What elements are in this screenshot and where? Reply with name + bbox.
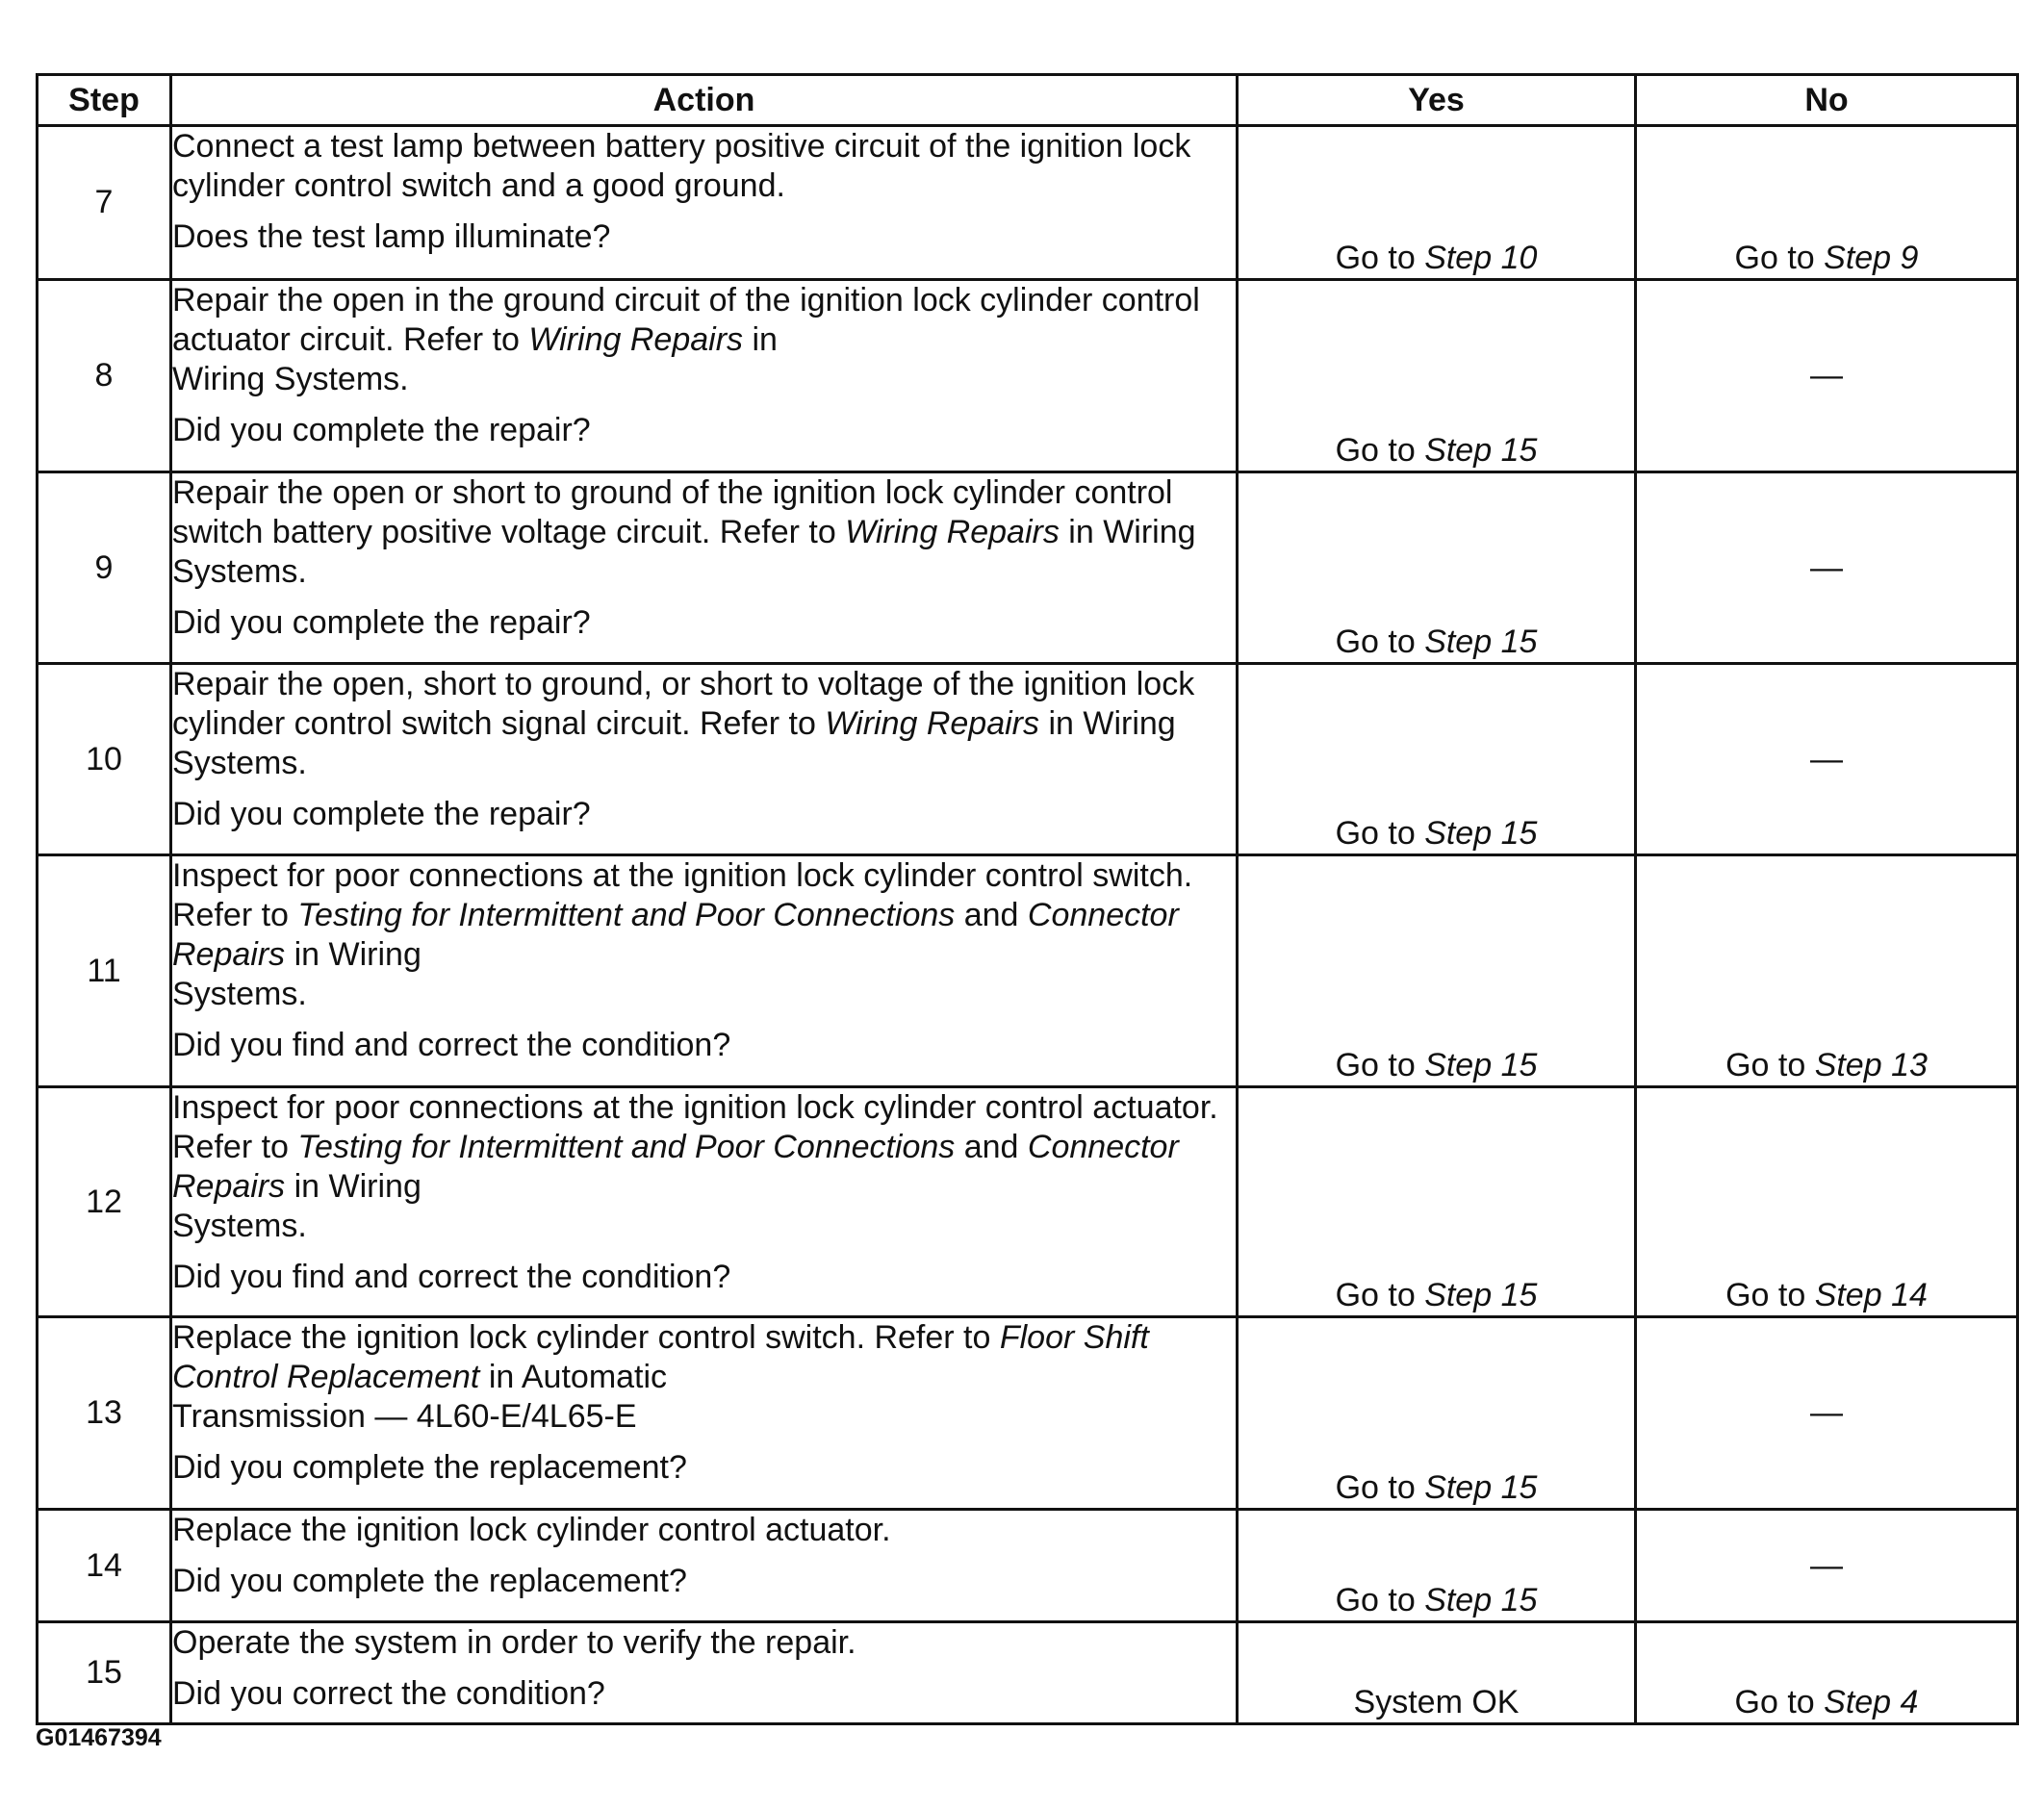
action-text-segment: Replace the ignition lock cylinder control switch. Refer to [172, 1319, 1000, 1356]
goto-prefix: Go to [1335, 1277, 1425, 1313]
action-cell [171, 126, 1238, 280]
action-text-segment: Replace the ignition lock cylinder control actuator. [172, 1512, 891, 1548]
no-result [1636, 280, 2018, 472]
no-result [1636, 664, 2018, 855]
action-cell [171, 280, 1238, 472]
yes-result [1238, 472, 1636, 664]
table-row [38, 855, 2018, 1087]
action-instruction [172, 473, 1236, 592]
action-instruction [172, 1623, 1236, 1663]
table-row [38, 664, 2018, 855]
action-question: Did you complete the repair? [172, 412, 591, 448]
action-text-segment: and [955, 1129, 1028, 1165]
goto-prefix: Go to [1335, 815, 1425, 852]
document-reference: Testing for Intermittent and Poor Connections [297, 1129, 956, 1165]
table-row [38, 1317, 2018, 1510]
step-reference: Step 9 [1824, 240, 1919, 276]
step-reference: Step 15 [1424, 432, 1538, 469]
no-result [1636, 855, 2018, 1087]
diagnostic-table [36, 73, 2019, 1725]
step-reference: Step 15 [1424, 815, 1538, 852]
header-step: Step [38, 75, 171, 126]
document-reference: Testing for Intermittent and Poor Connections [297, 897, 956, 933]
action-instruction [172, 665, 1236, 783]
action-instruction [172, 281, 1236, 399]
table-row [38, 1510, 2018, 1622]
not-applicable-dash: — [1810, 1394, 1843, 1431]
table-body [38, 126, 2018, 1724]
yes-result [1238, 126, 1636, 280]
action-cell [171, 1622, 1238, 1724]
no-result [1636, 126, 2018, 280]
step-number: 9 [38, 472, 171, 664]
action-text-segment: Connect a test lamp between battery positive circuit of the ignition lock cylinder control switch and a good ground. [172, 128, 1191, 204]
table-row [38, 1087, 2018, 1317]
action-instruction [172, 1088, 1236, 1246]
not-applicable-dash: — [1810, 357, 1843, 394]
action-cell [171, 472, 1238, 664]
action-question: Did you find and correct the condition? [172, 1027, 731, 1063]
header-action: Action [171, 75, 1238, 126]
yes-result [1238, 1087, 1636, 1317]
no-result [1636, 1622, 2018, 1724]
table-row [38, 472, 2018, 664]
goto-prefix: Go to [1335, 1047, 1425, 1083]
yes-result [1238, 664, 1636, 855]
step-number: 11 [38, 855, 171, 1087]
document-reference: Floor Shift Control Replacement [172, 1319, 1149, 1395]
action-text-segment: in Automatic Transmission — 4L60-E/4L65-E [172, 1359, 668, 1435]
action-cell [171, 1087, 1238, 1317]
table-row [38, 126, 2018, 280]
document-reference: Wiring Repairs [845, 514, 1060, 550]
header-yes: Yes [1238, 75, 1636, 126]
header-row [38, 75, 2018, 126]
step-reference: Step 14 [1814, 1277, 1928, 1313]
action-text-segment: and [955, 897, 1028, 933]
document-reference: Wiring Repairs [825, 705, 1040, 742]
action-text-segment: in Wiring Systems. [172, 705, 1176, 781]
no-result [1636, 472, 2018, 664]
step-reference: Step 10 [1424, 240, 1538, 276]
action-text-segment: Repair the open, short to ground, or short to voltage of the ignition lock cylinder control switch signal circuit. Refer to [172, 666, 1195, 742]
step-number: 10 [38, 664, 171, 855]
action-cell [171, 664, 1238, 855]
action-question: Does the test lamp illuminate? [172, 218, 611, 255]
not-applicable-dash: — [1810, 548, 1843, 586]
step-reference: Step 15 [1424, 1582, 1538, 1618]
action-instruction [172, 1511, 1236, 1550]
step-number: 14 [38, 1510, 171, 1622]
action-text-segment: Operate the system in order to verify the repair. [172, 1624, 856, 1661]
no-result [1636, 1087, 2018, 1317]
action-text-segment: in Wiring Systems. [172, 936, 422, 1012]
header-no: No [1636, 75, 2018, 126]
action-question: Did you complete the replacement? [172, 1563, 687, 1599]
goto-prefix: Go to [1335, 432, 1425, 469]
goto-prefix: Go to [1335, 1582, 1425, 1618]
yes-result [1238, 855, 1636, 1087]
document-reference: Wiring Repairs [528, 321, 744, 358]
not-applicable-dash: — [1810, 1546, 1843, 1584]
action-text-segment: Repair the open in the ground circuit of the ignition lock cylinder control actuator circuit. Refer to [172, 282, 1200, 358]
goto-prefix: Go to [1734, 240, 1825, 276]
step-reference: Step 15 [1424, 1277, 1538, 1313]
step-number: 8 [38, 280, 171, 472]
action-text-segment: in Wiring Systems. [172, 321, 778, 397]
action-cell [171, 1510, 1238, 1622]
result-text: System OK [1353, 1684, 1520, 1720]
goto-prefix: Go to [1335, 240, 1425, 276]
action-text-segment: in Wiring Systems. [172, 1168, 422, 1244]
yes-result [1238, 1622, 1636, 1724]
action-cell [171, 855, 1238, 1087]
step-reference: Step 15 [1424, 1469, 1538, 1506]
action-text-segment: Repair the open or short to ground of the ignition lock cylinder control switch battery positive voltage circuit. Refer to [172, 474, 1173, 550]
goto-prefix: Go to [1335, 624, 1425, 660]
action-text-segment: Inspect for poor connections at the ignition lock cylinder control switch. Refer to [172, 857, 1193, 933]
yes-result [1238, 1317, 1636, 1510]
not-applicable-dash: — [1810, 740, 1843, 777]
action-question: Did you complete the replacement? [172, 1449, 687, 1486]
action-text-segment: Inspect for poor connections at the ignition lock cylinder control actuator. Refer to [172, 1089, 1218, 1165]
goto-prefix: Go to [1335, 1469, 1425, 1506]
step-reference: Step 13 [1814, 1047, 1928, 1083]
table-row [38, 1622, 2018, 1724]
yes-result [1238, 1510, 1636, 1622]
yes-result [1238, 280, 1636, 472]
step-reference: Step 4 [1824, 1684, 1919, 1720]
table-row [38, 280, 2018, 472]
no-result [1636, 1317, 2018, 1510]
action-instruction [172, 1318, 1236, 1437]
goto-prefix: Go to [1725, 1047, 1815, 1083]
step-reference: Step 15 [1424, 1047, 1538, 1083]
action-instruction [172, 856, 1236, 1014]
goto-prefix: Go to [1734, 1684, 1825, 1720]
step-reference: Step 15 [1424, 624, 1538, 660]
step-number: 7 [38, 126, 171, 280]
goto-prefix: Go to [1725, 1277, 1815, 1313]
action-question: Did you find and correct the condition? [172, 1259, 731, 1295]
figure-id: G01467394 [36, 1724, 162, 1751]
action-question: Did you complete the repair? [172, 796, 591, 832]
action-text-segment: in Wiring Systems. [172, 514, 1196, 590]
step-number: 13 [38, 1317, 171, 1510]
step-number: 15 [38, 1622, 171, 1724]
action-cell [171, 1317, 1238, 1510]
document-reference: Connector Repairs [172, 897, 1179, 973]
step-number: 12 [38, 1087, 171, 1317]
action-instruction [172, 127, 1236, 206]
action-question: Did you correct the condition? [172, 1675, 605, 1712]
document-reference: Connector Repairs [172, 1129, 1179, 1205]
no-result [1636, 1510, 2018, 1622]
action-question: Did you complete the repair? [172, 604, 591, 641]
